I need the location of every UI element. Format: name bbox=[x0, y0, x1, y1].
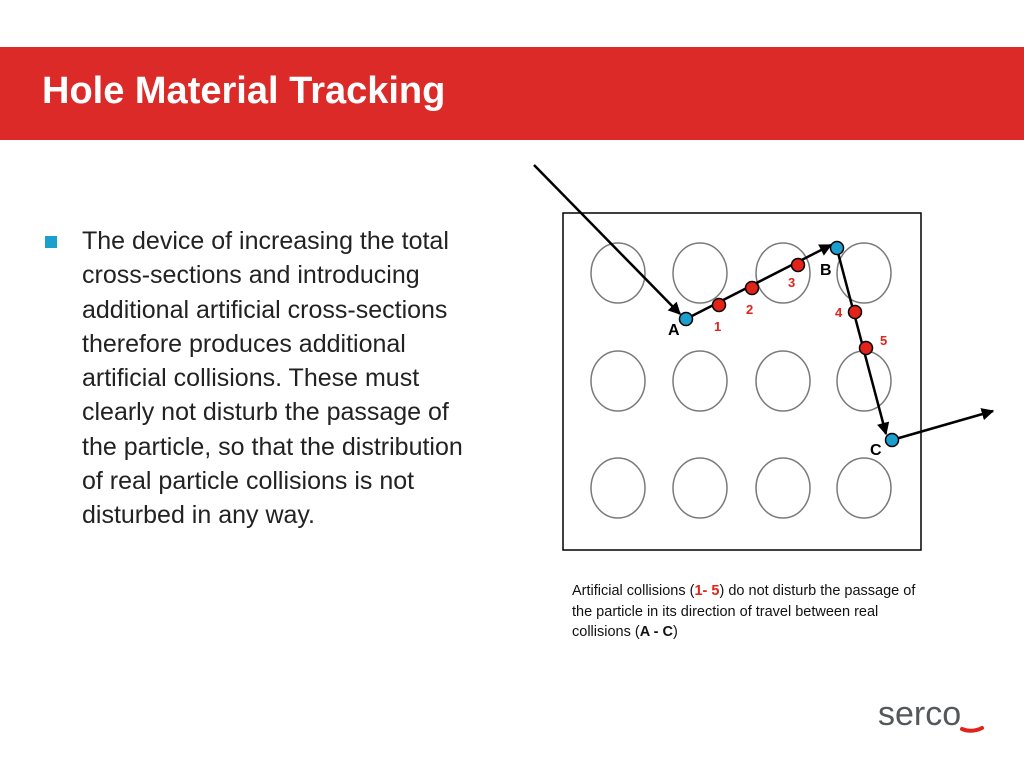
diagram-caption bbox=[572, 581, 932, 643]
caption-part-1: Artificial collisions ( bbox=[572, 583, 695, 599]
caption-part-2: ) do not disturb the passage of the particle in its direction of travel between real collisions ( bbox=[572, 583, 916, 640]
real-collision-c bbox=[886, 434, 899, 447]
label-5: 5 bbox=[880, 333, 888, 348]
artificial-collision-5 bbox=[860, 342, 873, 355]
real-collision-b bbox=[831, 242, 844, 255]
label-4: 4 bbox=[835, 305, 843, 320]
label-c: C bbox=[870, 442, 882, 459]
detector-box bbox=[563, 213, 921, 550]
serco-logo bbox=[878, 694, 988, 738]
real-collision-a bbox=[680, 313, 693, 326]
artificial-collision-3 bbox=[792, 259, 805, 272]
logo-text: serco bbox=[878, 695, 962, 733]
artificial-collision-2 bbox=[746, 282, 759, 295]
slide-title: Hole Material Tracking bbox=[42, 70, 446, 112]
bullet-text: The device of increasing the total cross-sections and introducing additional artificial cross-sections therefore produces additional artificial collisions. These must clearly not disturb the passage of the particle, so that the distribution of real particle collisions is not disturbed in any way. bbox=[82, 227, 463, 530]
label-2: 2 bbox=[746, 302, 754, 317]
label-b: B bbox=[820, 262, 832, 279]
artificial-collision-1 bbox=[713, 299, 726, 312]
label-3: 3 bbox=[788, 275, 796, 290]
caption-part-3: ) bbox=[672, 624, 678, 640]
caption-real-range: A - C bbox=[639, 624, 673, 640]
label-1: 1 bbox=[714, 319, 722, 334]
artificial-collision-4 bbox=[849, 306, 862, 319]
logo-swoosh-icon bbox=[878, 694, 988, 738]
caption-artificial-range: 1- 5 bbox=[694, 583, 720, 599]
label-a: A bbox=[668, 322, 680, 339]
